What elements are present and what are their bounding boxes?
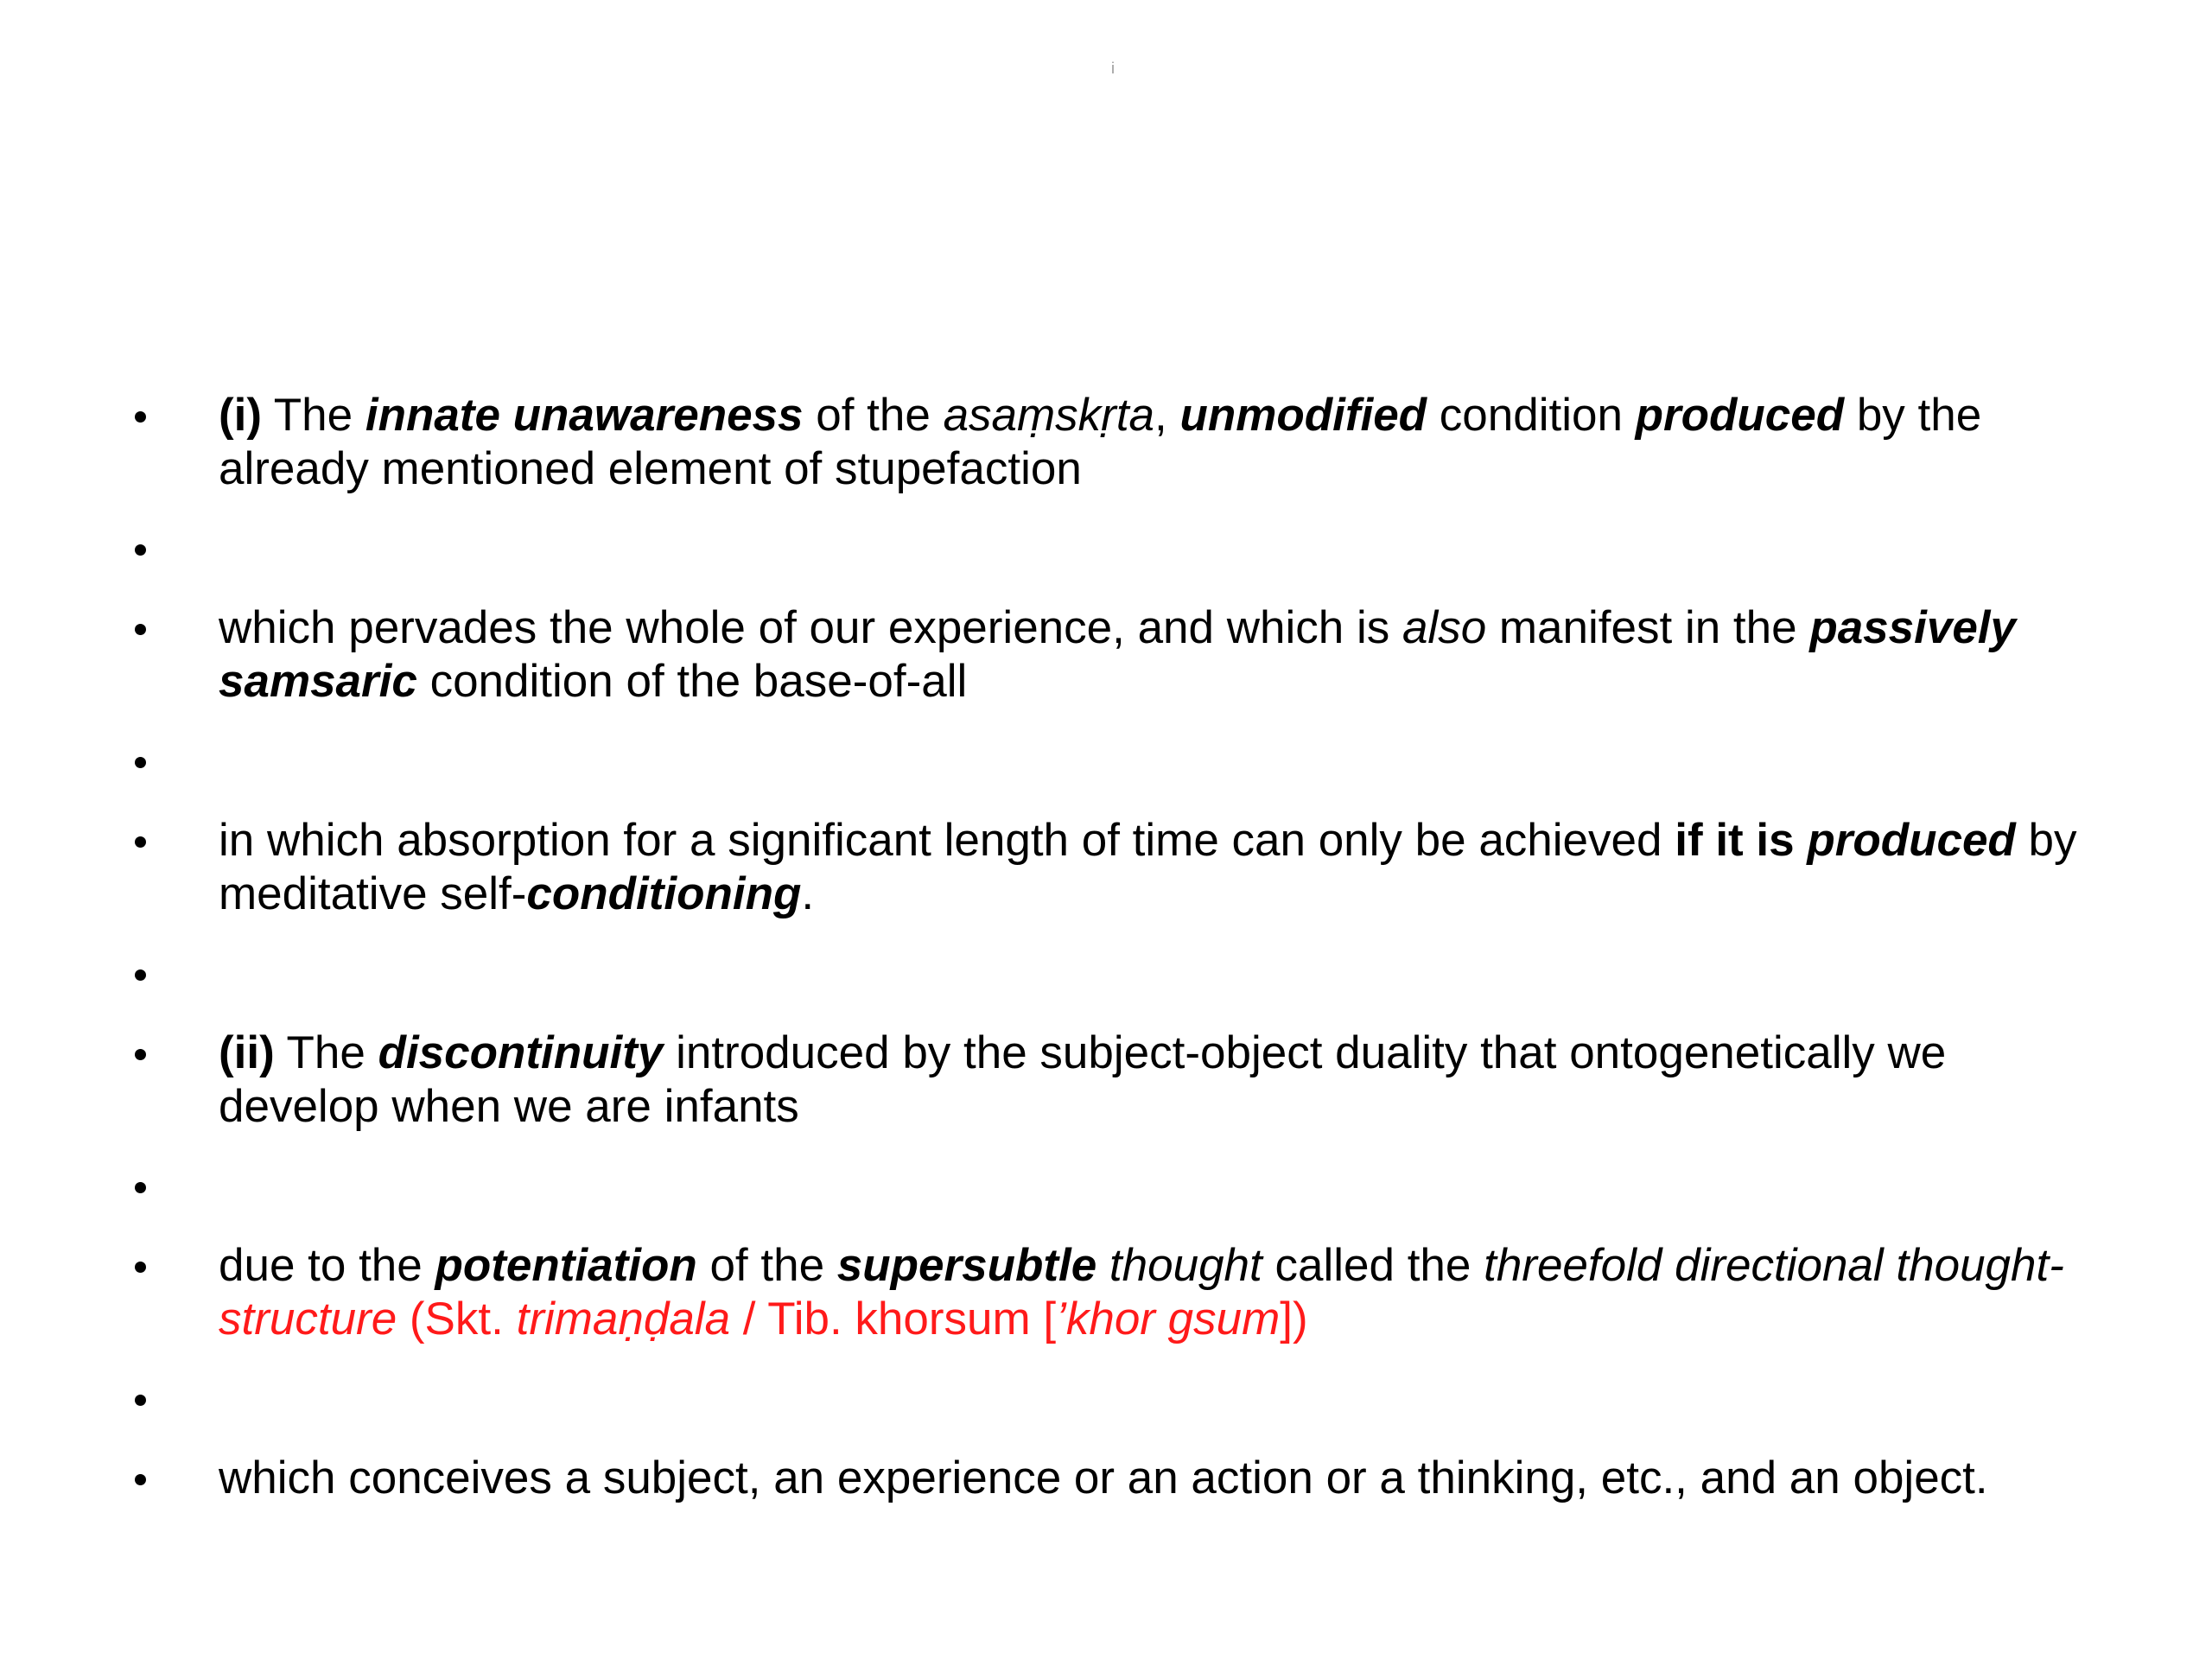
bullet-item [130,1027,2117,1134]
bullet-item [130,601,2117,709]
text-segment: unmodified [1179,390,1427,441]
bullet-item [130,389,2117,496]
empty-bullet-item [130,522,2117,575]
text-segment: , [1154,390,1180,441]
text-segment: discontinuity [378,1027,664,1078]
text-segment: trimaṇḍala [516,1294,731,1344]
text-segment: The [262,390,365,441]
text-segment: of the [803,390,944,441]
bullet-text [219,815,2077,919]
text-segment: structure [219,1294,397,1344]
text-segment: which conceives a subject, an experience or an action or a thinking, etc., and an object. [219,1452,1988,1503]
text-segment: also [1402,602,1487,653]
text-segment: which pervades the whole of our experience, and which is [219,602,1402,653]
bullet-text [219,1027,1946,1132]
text-segment: passively samsaric [219,602,2017,707]
text-segment: produced [1635,390,1845,441]
text-segment: introduced by the subject-object duality that ontogenetically we develop when we are infants [219,1027,1947,1132]
text-segment: due to the [219,1240,435,1291]
bullet-text [219,1452,1988,1503]
text-segment: conditioning [526,868,802,919]
text-segment [1096,1240,1109,1291]
empty-bullet-item [130,734,2117,788]
text-segment: manifest in the [1486,602,1810,653]
text-segment: by meditative self- [219,815,2077,919]
page-marker: i [1111,60,1115,77]
text-segment: (ii) [219,1027,275,1078]
bullet-list [130,389,2117,1531]
text-segment: supersubtle [836,1240,1097,1291]
empty-bullet-item [130,947,2117,1001]
text-segment: (i) [219,390,263,441]
text-segment: potentiation [435,1240,697,1291]
text-segment: of the [696,1240,837,1291]
text-segment: thought [1109,1240,1262,1291]
text-segment: in which absorption for a significant length of time can only be achieved [219,815,1675,866]
text-segment: called the [1262,1240,1484,1291]
bullet-text [219,602,2016,707]
text-segment: asaṃskṛta [943,390,1155,441]
text-segment: The [274,1027,378,1078]
bullet-item [130,1239,2117,1346]
text-segment: innate unawareness [365,390,804,441]
text-segment: threefold directional thought- [1484,1240,2064,1291]
text-segment [1795,815,1808,866]
empty-bullet-item [130,1372,2117,1426]
text-segment: condition of the base-of-all [416,656,968,707]
text-segment: ]) [1280,1294,1308,1344]
text-segment: ’khor gsum [1056,1294,1281,1344]
text-segment: produced [1807,815,2016,866]
text-segment: if it is [1675,815,1795,866]
bullet-item [130,814,2117,921]
bullet-text [219,1240,2064,1344]
text-segment: / Tib. khorsum [ [730,1294,1057,1344]
text-segment: (Skt. [397,1294,517,1344]
text-segment: . [801,868,815,919]
bullet-text [219,390,1981,494]
text-segment: condition [1427,390,1636,441]
text-segment: by the already mentioned element of stupefaction [219,390,1982,494]
empty-bullet-item [130,1160,2117,1213]
bullet-item [130,1452,2117,1505]
